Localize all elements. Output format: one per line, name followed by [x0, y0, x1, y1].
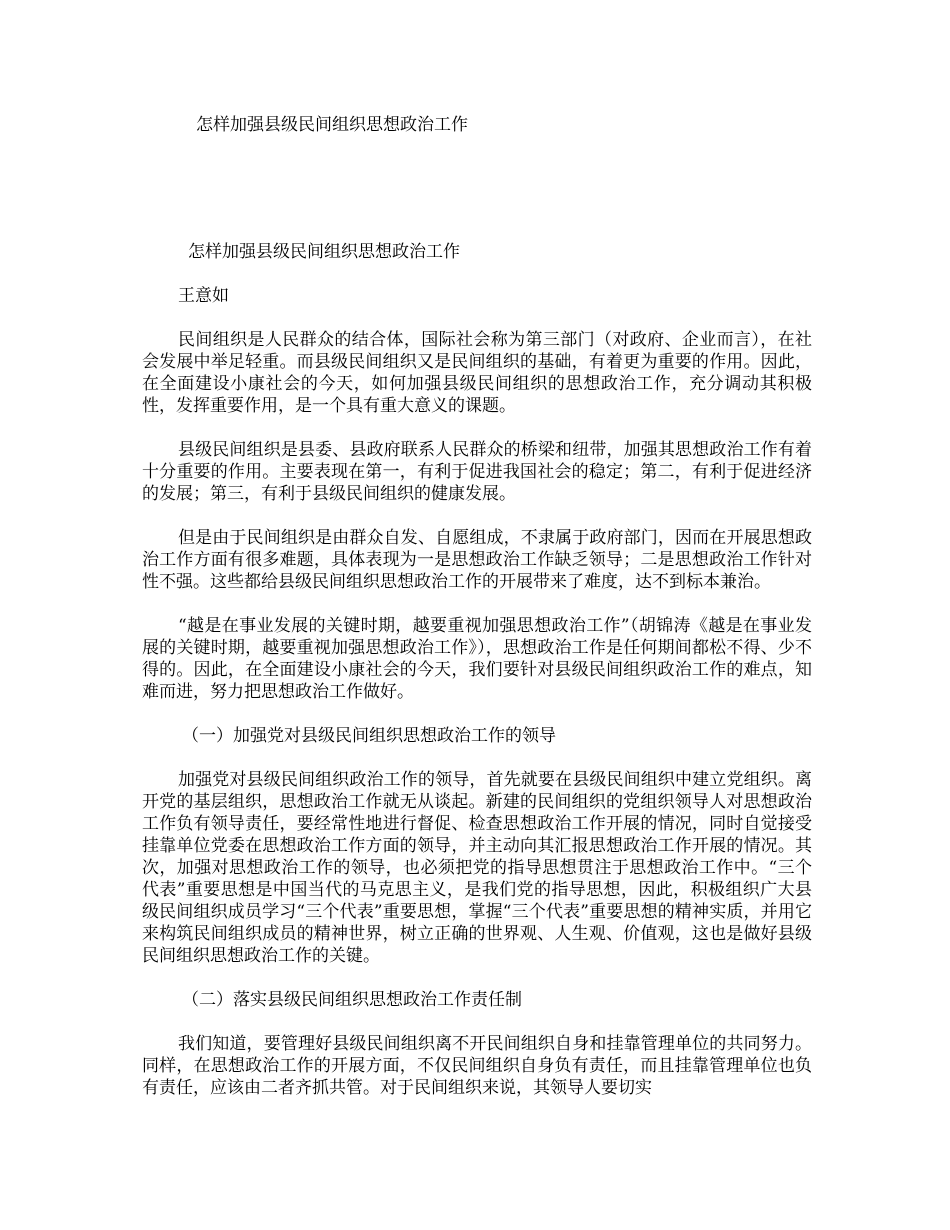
document-body: [142, 241, 812, 1121]
author-name: 王意如: [178, 286, 229, 306]
paragraph-quote: “越是在事业发展的关键时期，越要重视加强思想政治工作”（胡锦涛《越是在事业发展的关键时期，越要重视加强思想政治工作》），思想政治工作是任何期间都松不得、少不得的。因此，在全面建设小康社会的今天，我们要针对县级民间组织政治工作的难点，知难而进，努力把思想政治工作做好。: [142, 616, 812, 702]
section-body-1: 加强党对县级民间组织政治工作的领导，首先就要在县级民间组织中建立党组织。离开党的基层组织，思想政治工作就无从谈起。新建的民间组织的党组织领导人对思想政治工作负有领导责任，要经常性地进行督促、检查思想政治工作开展的情况，同时自觉接受挂靠单位党委在思想政治工作方面的领导，并主动向其汇报思想政治工作开展的情况。其次，加强对思想政治工作的领导，也必须把党的指导思想贯注于思想政治工作中。“三个代表”重要思想是中国当代的马克思主义，是我们党的指导思想，因此，积极组织广大县级民间组织成员学习“三个代表”重要思想，掌握“三个代表”重要思想的精神实质，并用它来构筑民间组织成员的精神世界，树立正确的世界观、人生观、价值观，这也是做好县级民间组织思想政治工作的关键。: [142, 770, 812, 966]
section-body-2: 我们知道，要管理好县级民间组织离不开民间组织自身和挂靠管理单位的共同努力。同样，在思想政治工作的开展方面，不仅民间组织自身负有责任，而且挂靠管理单位也负有责任，应该由二者齐抓共管。对于民间组织来说，其领导人要切实: [142, 1034, 812, 1098]
section-heading-1: （一）加强党对县级民间组织思想政治工作的领导: [182, 726, 556, 746]
paragraph-difficulties: 但是由于民间组织是由群众自发、自愿组成，不隶属于政府部门，因而在开展思想政治工作方面有很多难题，具体表现为一是思想政治工作缺乏领导；二是思想政治工作针对性不强。这些都给县级民间组织思想政治工作的开展带来了难度，达不到标本兼治。: [142, 528, 812, 592]
header-title: 怎样加强县级民间组织思想政治工作: [196, 115, 468, 135]
paragraph-intro: 民间组织是人民群众的结合体，国际社会称为第三部门（对政府、企业而言），在社会发展中举足轻重。而县级民间组织又是民间组织的基础，有着更为重要的作用。因此，在全面建设小康社会的今天，如何加强县级民间组织的思想政治工作，充分调动其积极性，发挥重要作用，是一个具有重大意义的课题。: [142, 330, 812, 416]
paragraph-importance: 县级民间组织是县委、县政府联系人民群众的桥梁和纽带，加强其思想政治工作有着十分重要的作用。主要表现在第一，有利于促进我国社会的稳定；第二，有利于促进经济的发展；第三，有利于县级民间组织的健康发展。: [142, 440, 812, 504]
article-title: 怎样加强县级民间组织思想政治工作: [188, 242, 460, 262]
section-heading-2: （二）落实县级民间组织思想政治工作责任制: [182, 990, 522, 1010]
